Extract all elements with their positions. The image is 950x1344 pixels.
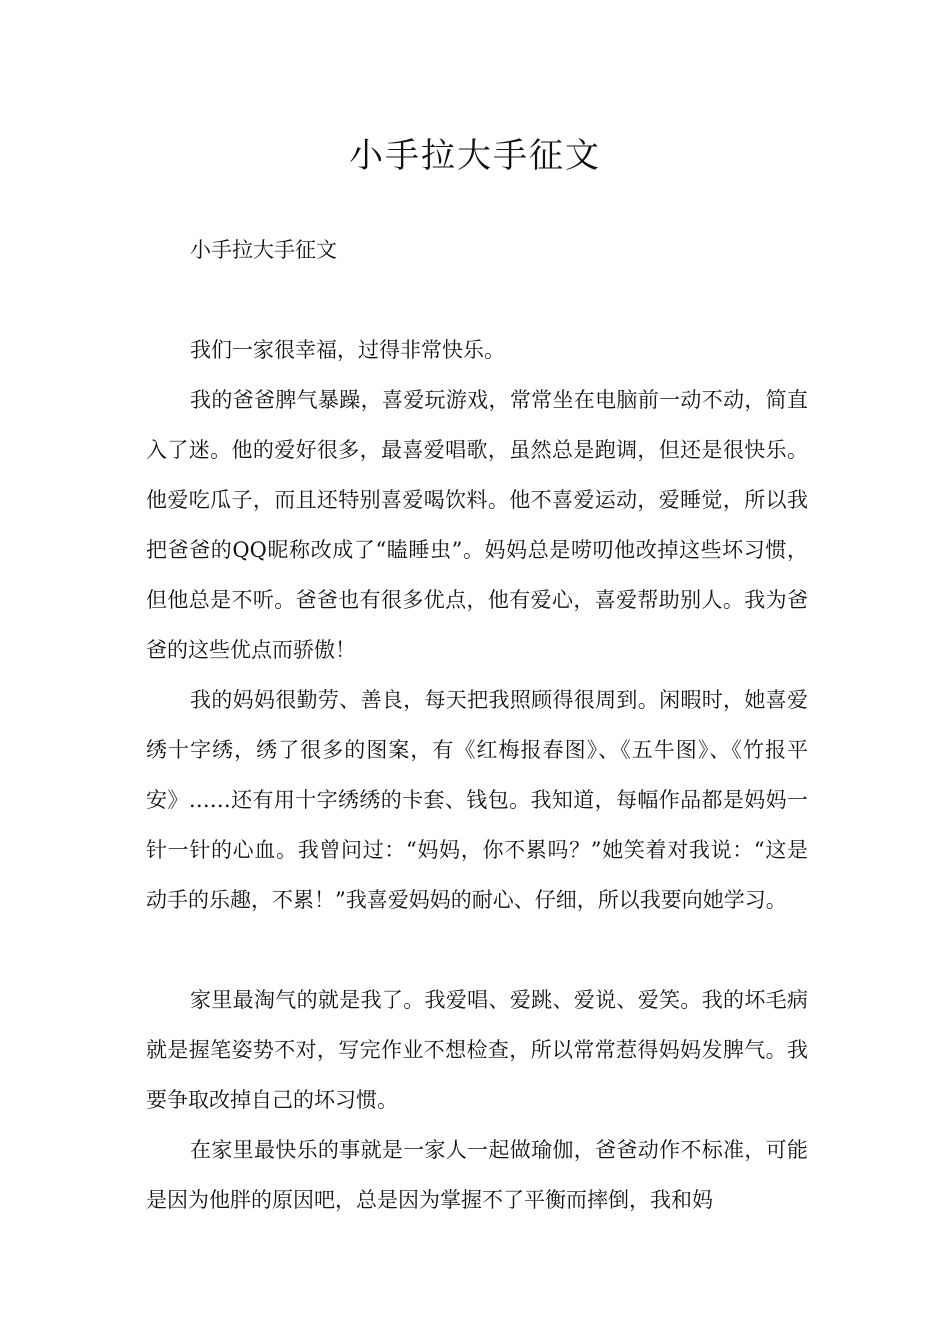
paragraph-3: 我的妈妈很勤劳、善良，每天把我照顾得很周到。闲暇时，她喜爱绣十字绣，绣了很多的图案，有《红梅报春图》、《五牛图》、《竹报平安》……还有用十字绣绣的卡套、钱包。我知道，每幅作品都是妈妈一针一针的心血。我曾问过：“妈妈，你不累吗？”她笑着对我说：“这是动手的乐趣，不累！”我喜爱妈妈的耐心、仔细，所以我要向她学习。 — [146, 688, 808, 912]
paragraph-5: 在家里最快乐的事就是一家人一起做瑜伽，爸爸动作不标准，可能是因为他胖的原因吧，总是因为掌握不了平衡而摔倒，我和妈 — [146, 1138, 808, 1212]
paragraph-2: 我的爸爸脾气暴躁，喜爱玩游戏，常常坐在电脑前一动不动，简直入了迷。他的爱好很多，最喜爱唱歌，虽然总是跑调，但还是很快乐。他爱吃瓜子，而且还特别喜爱喝饮料。他不喜爱运动，爱睡觉，所以我把爸爸的QQ昵称改成了“瞌睡虫”。妈妈总是唠叨他改掉这些坏习惯，但他总是不听。爸爸也有很多优点，他有爱心，喜爱帮助别人。我为爸爸的这些优点而骄傲！ — [146, 388, 808, 662]
document-subtitle: 小手拉大手征文 — [190, 238, 337, 262]
paragraph-1: 我们一家很幸福，过得非常快乐。 — [190, 338, 505, 362]
document-title: 小手拉大手征文 — [349, 136, 601, 176]
paragraph-4: 家里最淘气的就是我了。我爱唱、爱跳、爱说、爱笑。我的坏毛病就是握笔姿势不对，写完作业不想检查，所以常常惹得妈妈发脾气。我要争取改掉自己的坏习惯。 — [146, 988, 808, 1112]
